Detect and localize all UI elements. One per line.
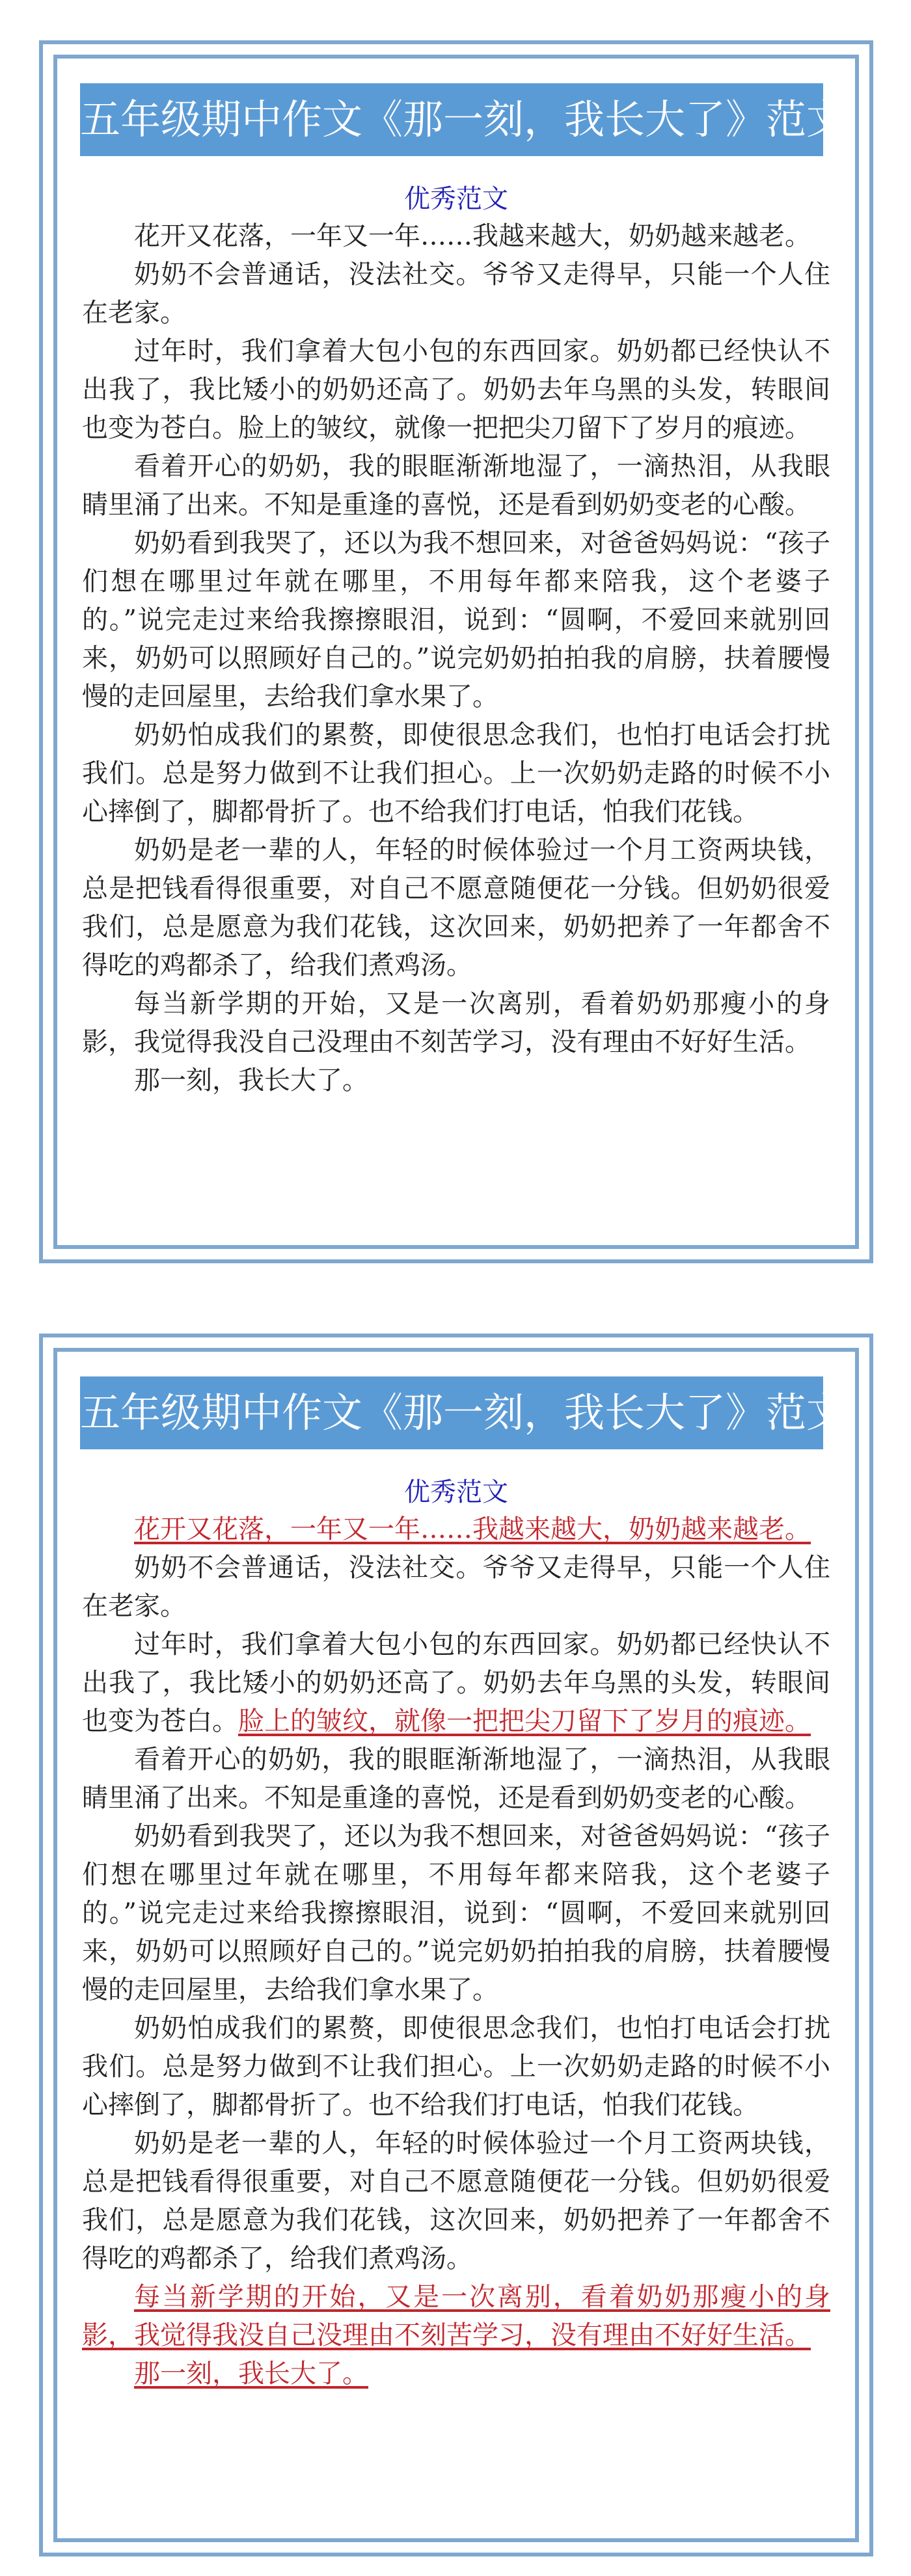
paragraph-3-text: 过年时，我们拿着大包小包的东西回家。奶奶都已经快认不出我了，我比矮小的奶奶还高了。奶奶去年乌黑的头发，转眼间也变为苍白。	[82, 336, 830, 443]
paragraph-5: 奶奶看到我哭了，还以为我不想回来，对爸爸妈妈说：“孩子们想在哪里过年就在哪里，不用每年都来陪我，这个老婆子的。”说完走过来给我擦擦眼泪，说到：“圆啊，不爱回来就别回来，奶奶可以照顾好自己的。”说完奶奶拍拍我的肩膀，扶着腰慢慢的走回屋里，去给我们拿水果了。	[82, 528, 830, 712]
paragraph-3	[82, 332, 830, 448]
paragraph-8: 每当新学期的开始，又是一次离别，看着奶奶那瘦小的身影，我觉得我没自己没理由不刻苦学习，没有理由不好好生活。	[82, 989, 830, 1057]
paragraph-5: 奶奶看到我哭了，还以为我不想回来，对爸爸妈妈说：“孩子们想在哪里过年就在哪里，不用每年都来陪我，这个老婆子的。”说完走过来给我擦擦眼泪，说到：“圆啊，不爱回来就别回来，奶奶可以照顾好自己的。”说完奶奶拍拍我的肩膀，扶着腰慢慢的走回屋里，去给我们拿水果了。	[82, 1821, 830, 2005]
essay-title: 五年级期中作文《那一刻，我长大了》范文	[80, 1376, 823, 1449]
essay-body	[82, 217, 830, 1100]
paragraph-1	[82, 1510, 830, 1549]
essay-card-plain	[39, 40, 873, 1263]
essay-subtitle: 优秀范文	[404, 184, 508, 214]
paragraph-3-tail: 脸上的皱纹，就像一把把尖刀留下了岁月的痕迹。	[238, 413, 811, 443]
highlighted-sentence: 花开又花落，一年又一年……我越来越大，奶奶越来越老。	[134, 1514, 811, 1544]
paragraph-3-text: 过年时，我们拿着大包小包的东西回家。奶奶都已经快认不出我了，我比矮小的奶奶还高了。奶奶去年乌黑的头发，转眼间也变为苍白。	[82, 1630, 830, 1736]
highlighted-sentence: 每当新学期的开始，又是一次离别，看着奶奶那瘦小的身影，我觉得我没自己没理由不刻苦学习，没有理由不好好生活。	[82, 2282, 830, 2350]
paragraph-9: 那一刻，我长大了。	[134, 1066, 368, 1095]
paragraph-6: 奶奶怕成我们的累赘，即使很思念我们，也怕打电话会打扰我们。总是努力做到不让我们担心。上一次奶奶走路的时候不小心摔倒了，脚都骨折了。也不给我们打电话，怕我们花钱。	[82, 720, 830, 827]
paragraph-2: 奶奶不会普通话，没法社交。爷爷又走得早，只能一个人住在老家。	[82, 260, 830, 328]
paragraph-4: 看着开心的奶奶，我的眼眶渐渐地湿了，一滴热泪，从我眼睛里涌了出来。不知是重逢的喜悦，还是看到奶奶变老的心酸。	[82, 451, 830, 520]
paragraph-7: 奶奶是老一辈的人，年轻的时候体验过一个月工资两块钱，总是把钱看得很重要，对自己不愿意随便花一分钱。但奶奶很爱我们，总是愿意为我们花钱，这次回来，奶奶把养了一年都舍不得吃的鸡都杀了，给我们煮鸡汤。	[82, 835, 830, 980]
paragraph-6: 奶奶怕成我们的累赘，即使很思念我们，也怕打电话会打扰我们。总是努力做到不让我们担心。上一次奶奶走路的时候不小心摔倒了，脚都骨折了。也不给我们打电话，怕我们花钱。	[82, 2013, 830, 2120]
essay-body	[82, 1510, 830, 2393]
paragraph-4: 看着开心的奶奶，我的眼眶渐渐地湿了，一滴热泪，从我眼睛里涌了出来。不知是重逢的喜悦，还是看到奶奶变老的心酸。	[82, 1745, 830, 1813]
paragraph-2: 奶奶不会普通话，没法社交。爷爷又走得早，只能一个人住在老家。	[82, 1553, 830, 1621]
highlighted-sentence: 脸上的皱纹，就像一把把尖刀留下了岁月的痕迹。	[238, 1706, 811, 1736]
highlighted-sentence: 那一刻，我长大了。	[134, 2359, 368, 2389]
paragraph-3	[82, 1626, 830, 1741]
paragraph-1: 花开又花落，一年又一年……我越来越大，奶奶越来越老。	[134, 221, 811, 251]
paragraph-7: 奶奶是老一辈的人，年轻的时候体验过一个月工资两块钱，总是把钱看得很重要，对自己不愿意随便花一分钱。但奶奶很爱我们，总是愿意为我们花钱，这次回来，奶奶把养了一年都舍不得吃的鸡都杀了，给我们煮鸡汤。	[82, 2128, 830, 2274]
essay-card-annotated	[39, 1334, 873, 2556]
essay-subtitle: 优秀范文	[404, 1477, 508, 1507]
paragraph-9	[82, 2355, 830, 2393]
paragraph-8	[82, 2278, 830, 2355]
essay-title: 五年级期中作文《那一刻，我长大了》范文	[80, 83, 823, 156]
